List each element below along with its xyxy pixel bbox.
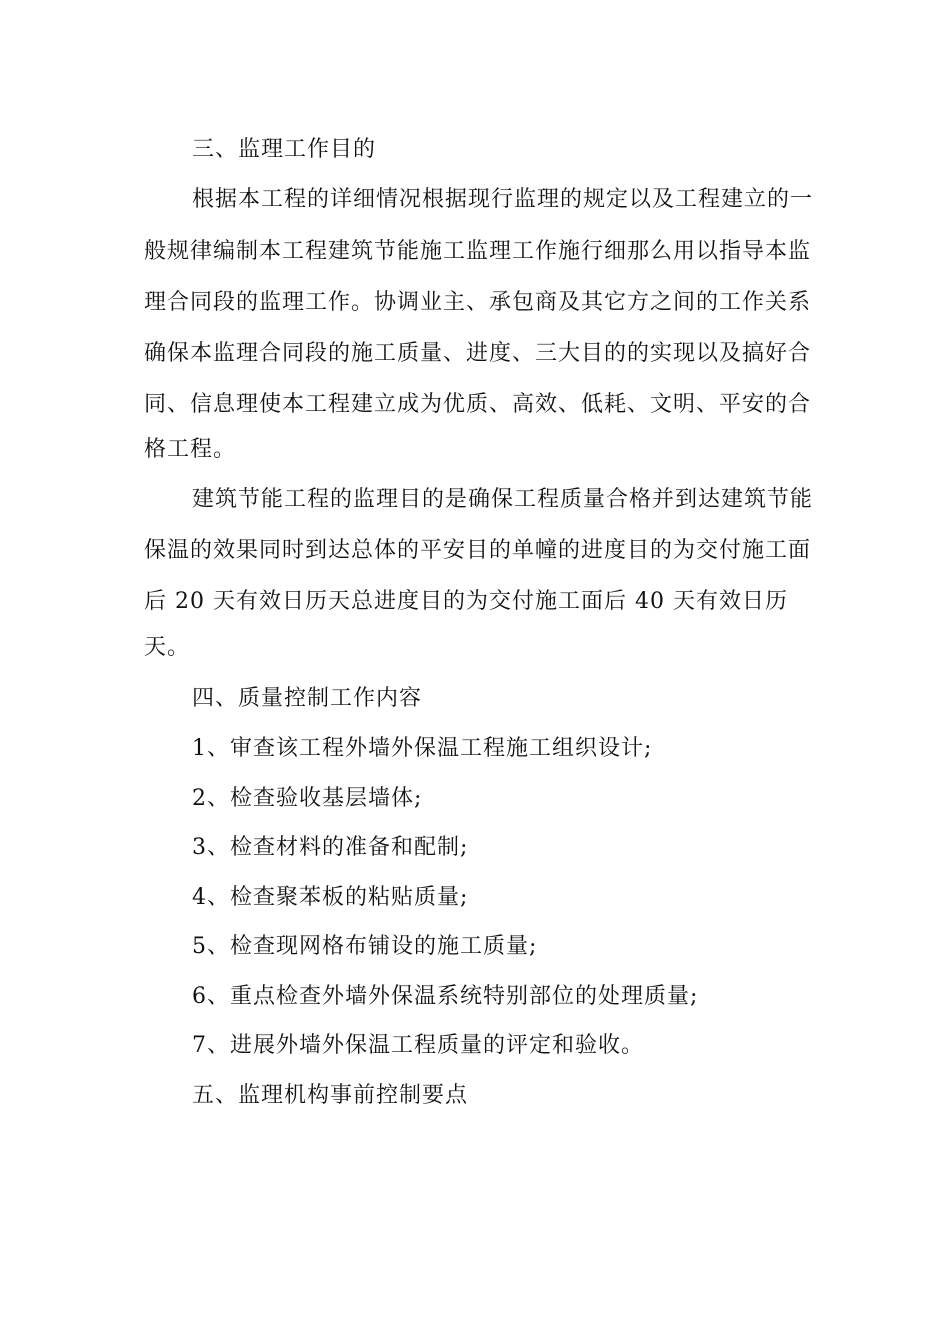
paragraph-line: 建筑节能工程的监理目的是确保工程质量合格并到达建筑节能 xyxy=(192,487,814,512)
list-item: 6、重点检查外墙外保温系统特别部位的处理质量; xyxy=(192,984,699,1009)
list-item: 5、检查现网格布铺设的施工质量; xyxy=(192,934,538,959)
paragraph-line: 根据本工程的详细情况根据现行监理的规定以及工程建立的一 xyxy=(192,187,814,212)
heading-section-3: 三、监理工作目的 xyxy=(192,137,377,162)
paragraph-line: 理合同段的监理工作。协调业主、承包商及其它方之间的工作关系 xyxy=(144,290,812,315)
list-item: 7、进展外墙外保温工程质量的评定和验收。 xyxy=(192,1033,644,1058)
paragraph-line: 天。 xyxy=(144,635,191,660)
list-item: 1、审查该工程外墙外保温工程施工组织设计; xyxy=(192,736,653,761)
list-item: 3、检查材料的准备和配制; xyxy=(192,835,469,860)
paragraph-line: 保温的效果同时到达总体的平安目的单幢的进度目的为交付施工面 xyxy=(144,538,812,563)
paragraph-line: 格工程。 xyxy=(144,437,237,462)
heading-section-5: 五、监理机构事前控制要点 xyxy=(192,1083,469,1108)
paragraph-line: 般规律编制本工程建筑节能施工监理工作施行细那么用以指导本监 xyxy=(144,239,812,264)
heading-section-4: 四、质量控制工作内容 xyxy=(192,686,423,711)
list-item: 4、检查聚苯板的粘贴质量; xyxy=(192,885,469,910)
paragraph-line: 确保本监理合同段的施工质量、进度、三大目的的实现以及搞好合 xyxy=(144,341,812,366)
paragraph-line: 同、信息理使本工程建立成为优质、高效、低耗、文明、平安的合 xyxy=(144,392,812,417)
list-item: 2、检查验收基层墙体; xyxy=(192,786,423,811)
paragraph-line: 后 20 天有效日历天总进度目的为交付施工面后 40 天有效日历 xyxy=(144,589,788,614)
